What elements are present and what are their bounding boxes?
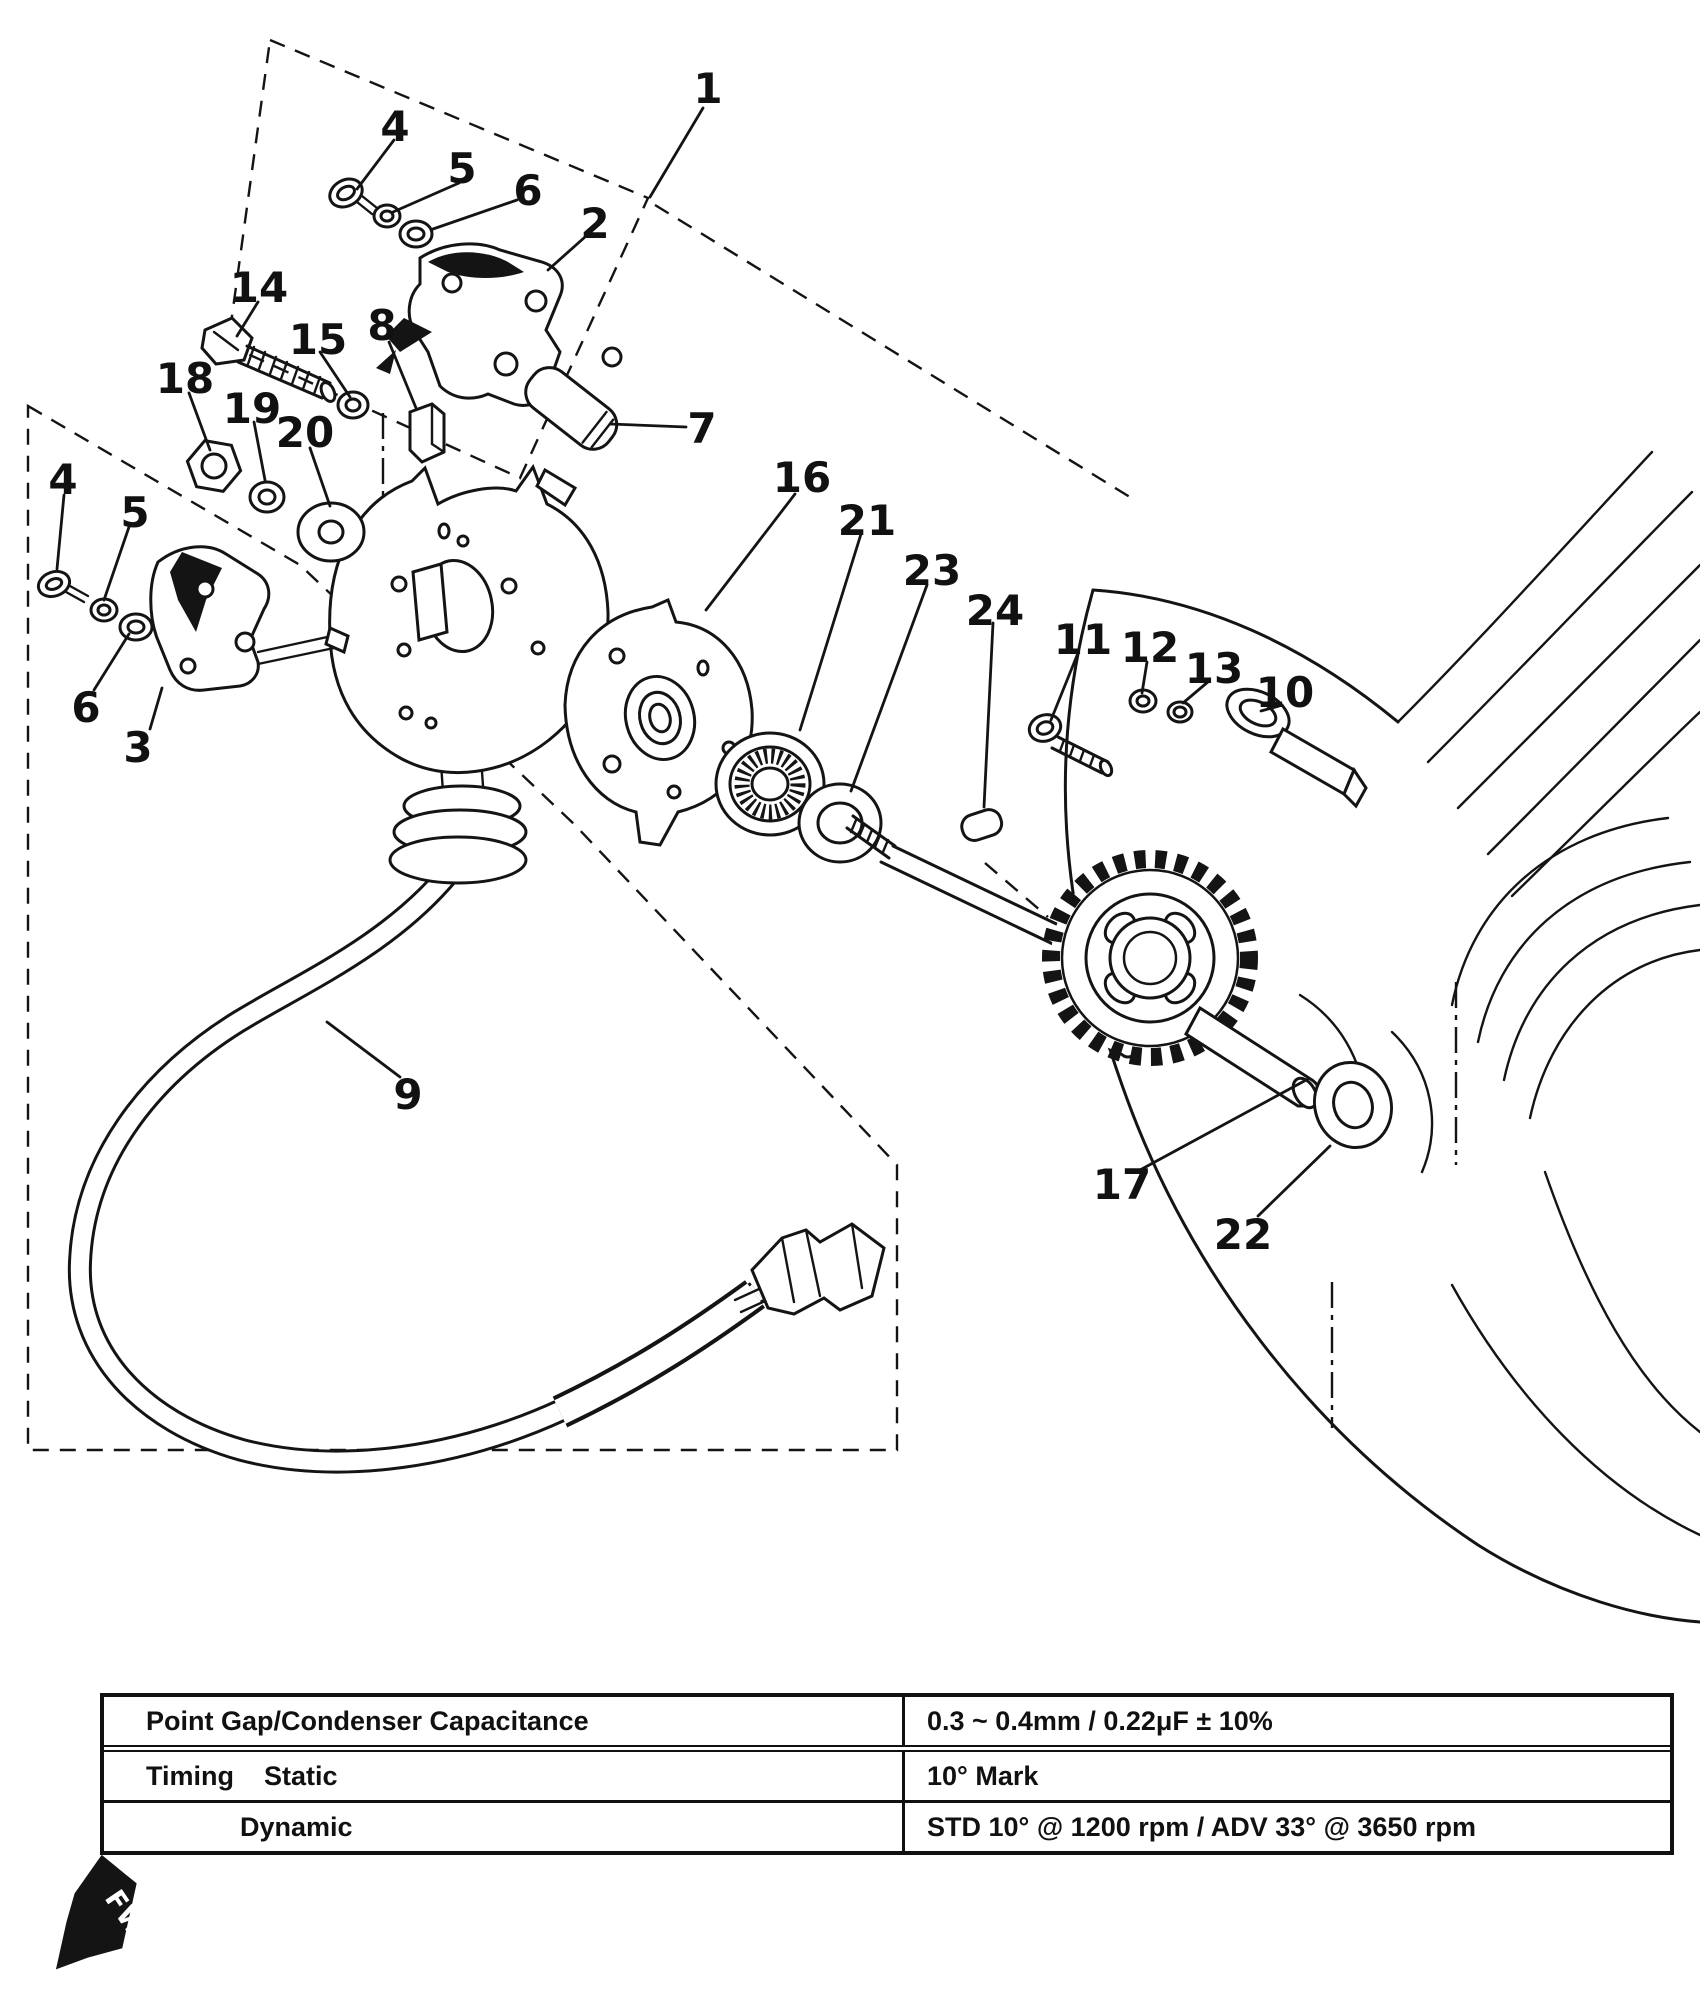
spec-label-timing-dynamic: Dynamic bbox=[104, 1803, 905, 1851]
dowel-pin-24 bbox=[959, 807, 1005, 844]
callout-3: 3 bbox=[123, 723, 153, 772]
points-cable bbox=[80, 874, 757, 1462]
condenser-7 bbox=[518, 360, 625, 458]
callout-20: 20 bbox=[275, 408, 335, 457]
left-screw-group bbox=[35, 567, 152, 640]
spec-value-timing-static: 10° Mark bbox=[927, 1760, 1039, 1791]
washer-22 bbox=[1304, 1052, 1403, 1157]
callout-21: 21 bbox=[837, 496, 897, 545]
callout-17: 17 bbox=[1092, 1160, 1152, 1209]
nut-and-washers bbox=[187, 441, 364, 561]
table-row bbox=[104, 1800, 1670, 1851]
callout-22: 22 bbox=[1213, 1210, 1273, 1259]
table-row bbox=[104, 1745, 1670, 1800]
callout-9: 9 bbox=[393, 1070, 423, 1119]
fwd-label: FWD bbox=[98, 1884, 166, 1963]
callout-18: 18 bbox=[155, 354, 215, 403]
callout-13: 13 bbox=[1184, 644, 1244, 693]
callout-4-left: 4 bbox=[48, 455, 78, 504]
table-row bbox=[104, 1697, 1670, 1745]
top-screw-group bbox=[325, 174, 432, 247]
callout-15: 15 bbox=[288, 315, 348, 364]
washer-23 bbox=[799, 784, 881, 862]
callout-6-top: 6 bbox=[513, 166, 543, 215]
cam-lubricator-block-8 bbox=[410, 404, 444, 462]
callout-8: 8 bbox=[367, 301, 397, 350]
fwd-marker bbox=[58, 1857, 165, 1967]
callout-14: 14 bbox=[229, 263, 289, 312]
spec-label-point-gap: Point Gap/Condenser Capacitance bbox=[104, 1697, 905, 1745]
callout-11: 11 bbox=[1053, 615, 1113, 664]
shaft-front-boss bbox=[1186, 1008, 1322, 1112]
spec-sublabel-static: Static bbox=[264, 1760, 338, 1791]
callout-10: 10 bbox=[1255, 668, 1315, 717]
spec-value-point-gap: 0.3 ~ 0.4mm / 0.22μF ± 10% bbox=[927, 1705, 1273, 1736]
contact-breaker-left bbox=[151, 547, 348, 691]
spec-table bbox=[100, 1693, 1674, 1855]
spec-label-timing-static bbox=[104, 1752, 905, 1800]
callout-16: 16 bbox=[772, 453, 832, 502]
spec-value-timing-dynamic: STD 10° @ 1200 rpm / ADV 33° @ 3650 rpm bbox=[927, 1811, 1476, 1842]
callout-1: 1 bbox=[693, 64, 723, 113]
callout-6-left: 6 bbox=[71, 683, 101, 732]
spec-category-timing: Timing bbox=[146, 1760, 235, 1791]
callout-24: 24 bbox=[965, 586, 1025, 635]
callout-23: 23 bbox=[902, 546, 962, 595]
callout-5-top: 5 bbox=[447, 144, 477, 193]
bolt-11-group bbox=[1026, 690, 1192, 777]
callout-2: 2 bbox=[580, 199, 610, 248]
callout-19: 19 bbox=[222, 384, 282, 433]
callout-12: 12 bbox=[1120, 623, 1180, 672]
callout-5-left: 5 bbox=[120, 488, 150, 537]
callout-7: 7 bbox=[687, 404, 717, 453]
callout-4-top: 4 bbox=[380, 102, 410, 151]
